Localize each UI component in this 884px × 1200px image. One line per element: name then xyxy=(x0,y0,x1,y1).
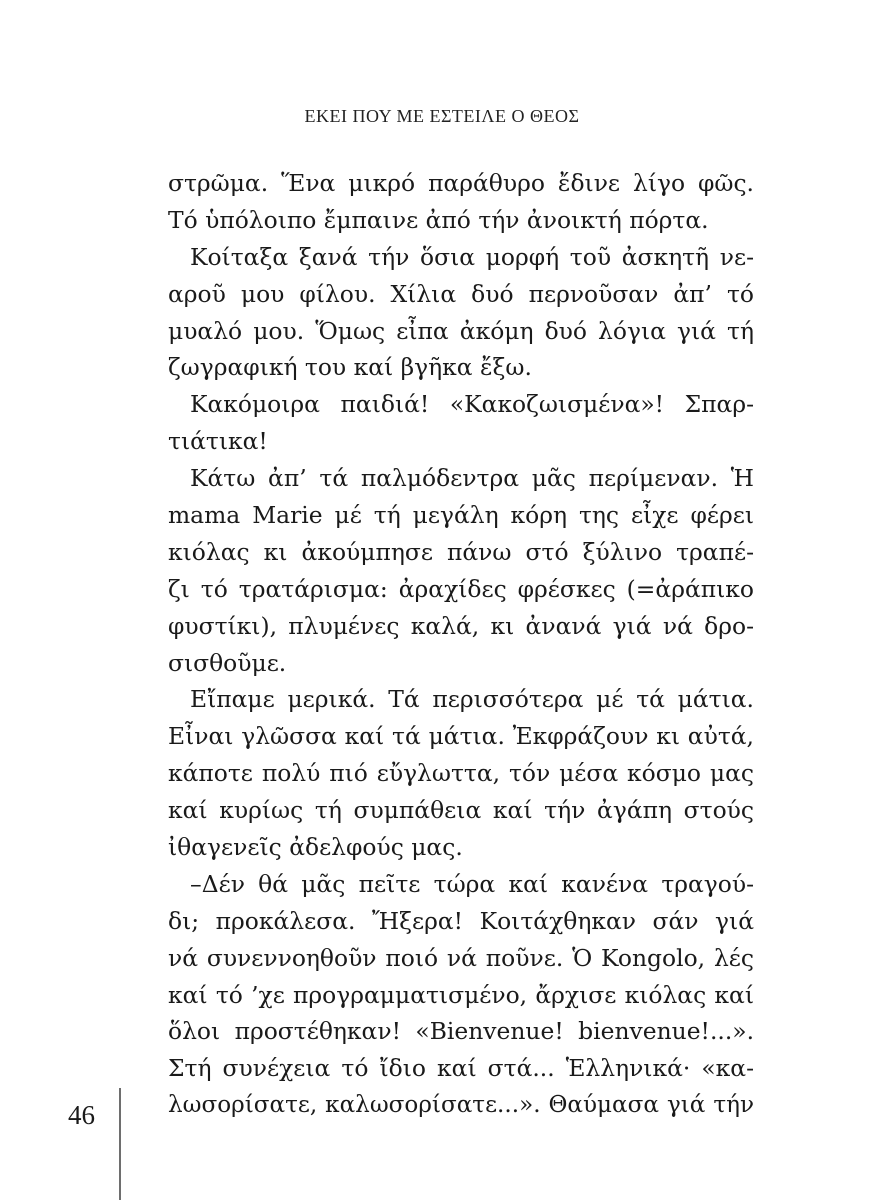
text-line: δι; προκάλεσα. Ἤξερα! Κοιτάχθηκαν σάν γιά xyxy=(168,906,754,935)
text-line: κάποτε πολύ πιό εὔγλωττα, τόν μέσα κόσμο μας xyxy=(168,759,754,788)
text-line: λωσορίσατε, καλωσορίσατε...». Θαύμασα γιά τήν xyxy=(168,1092,754,1119)
text-line: μυαλό μου. Ὅμως εἶπα ἀκόμη δυό λόγια γιά τή xyxy=(168,316,754,345)
text-line: νά συνεννοηθοῦν ποιό νά ποῦνε. Ὁ Kongolo, λές xyxy=(168,943,754,972)
text-line: στρῶμα. Ἕνα μικρό παράθυρο ἔδινε λίγο φῶς. xyxy=(168,169,754,197)
text-line: Κακόμοιρα παιδιά! «Κακοζωισμένα»! Σπαρ- xyxy=(190,390,754,419)
page-number: 46 xyxy=(68,1100,95,1130)
text-line: mama Marie μέ τή μεγάλη κόρη της εἶχε φέρει xyxy=(168,501,754,530)
text-line: ἰθαγενεῖς ἀδελφούς μας. xyxy=(168,833,463,862)
text-line: καί κυρίως τή συμπάθεια καί τήν ἀγάπη στούς xyxy=(168,796,754,825)
text-line: κιόλας κι ἀκούμπησε πάνω στό ξύλινο τραπέ- xyxy=(168,537,754,566)
text-line: τιάτικα! xyxy=(168,427,268,456)
text-line: ὅλοι προστέθηκαν! «Bienvenue! bienvenue!...». xyxy=(168,1017,754,1046)
text-line: σισθοῦμε. xyxy=(168,648,287,677)
text-line: Κοίταξα ξανά τήν ὅσια μορφή τοῦ ἀσκητῆ νε- xyxy=(190,242,754,271)
running-head: ΕΚΕΙ ΠΟΥ ΜΕ ΕΣΤΕΙΛΕ Ο ΘΕΟΣ xyxy=(304,106,580,126)
text-line: αροῦ μου φίλου. Χίλια δυό περνοῦσαν ἀπ’ τό xyxy=(168,279,754,308)
text-line: ζι τό τρατάρισμα: ἀραχίδες φρέσκες (=ἀράπικο xyxy=(168,574,754,603)
text-line: Τό ὑπόλοιπο ἔμπαινε ἀπό τήν ἀνοικτή πόρτα. xyxy=(168,205,709,234)
text-line: φυστίκι), πλυμένες καλά, κι ἀνανά γιά νά δρο- xyxy=(168,611,754,640)
text-line: Κάτω ἀπ’ τά παλμόδεντρα μᾶς περίμεναν. Ἡ xyxy=(190,464,754,493)
text-line: Εἶναι γλῶσσα καί τά μάτια. Ἐκφράζουν κι αὐτά, xyxy=(168,722,754,751)
text-line: καί τό ’χε προγραμματισμένο, ἄρχισε κιόλας καί xyxy=(168,980,754,1009)
text-line: Εἴπαμε μερικά. Τά περισσότερα μέ τά μάτια. xyxy=(190,685,754,714)
body-text xyxy=(168,165,754,1124)
text-line: ζωγραφική του καί βγῆκα ἔξω. xyxy=(168,353,532,382)
page-rule xyxy=(119,1088,121,1200)
text-line: Στή συνέχεια τό ἴδιο καί στά... Ἑλληνικά· «κα- xyxy=(168,1054,754,1083)
text-line: –Δέν θά μᾶς πεῖτε τώρα καί κανένα τραγού- xyxy=(190,869,754,898)
